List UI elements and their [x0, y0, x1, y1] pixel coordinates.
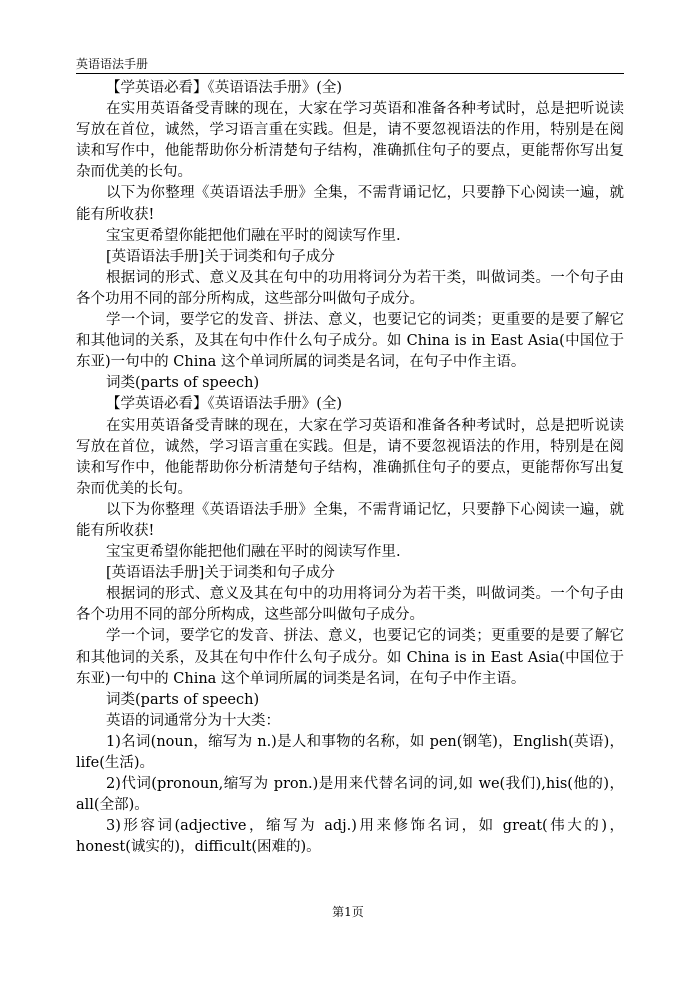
page-number: 第1页 — [332, 905, 364, 919]
paragraph: 宝宝更希望你能把他们融在平时的阅读写作里. — [106, 544, 401, 561]
list-item: 3)形容词(adjective，缩写为 adj.)用来修饰名词，如 great(伟大的)，honest(诚实的)，difficult(困难的)。 — [76, 818, 624, 856]
page-footer — [0, 905, 696, 919]
paragraph: 根据词的形式、意义及其在句中的功用将词分为若干类，叫做词类。一个句子由各个功用不同的部分所构成，这些部分叫做句子成分。 — [76, 269, 624, 307]
paragraph: 在实用英语备受青睐的现在，大家在学习英语和准备各种考试时，总是把听说读写放在首位，诚然，学习语言重在实践。但是，请不要忽视语法的作用，特别是在阅读和写作中，他能帮助你分析清楚句子结构，准确抓住句子的要点，更能帮你写出复杂而优美的长句。 — [76, 417, 624, 497]
paragraph: 学一个词，要学它的发音、拼法、意义，也要记它的词类；更重要的是要了解它和其他词的关系，及其在句中作什么句子成分。如 China is in East Asia(中国位于东亚)一句中的 China 这个单词所属的词类是名词，在句子中作主语。 — [76, 628, 624, 687]
paragraph: 宝宝更希望你能把他们融在平时的阅读写作里. — [106, 227, 401, 244]
header-title: 英语语法手册 — [76, 57, 149, 71]
section-heading: [英语语法手册]关于词类和句子成分 — [106, 565, 335, 582]
document-body — [76, 78, 624, 858]
heading-title: 【学英语必看】《英语语法手册》(全) — [106, 396, 343, 413]
heading-title: 【学英语必看】《英语语法手册》(全) — [106, 80, 343, 96]
section-heading: 词类(parts of speech) — [106, 691, 260, 708]
paragraph: 在实用英语备受青睐的现在，大家在学习英语和准备各种考试时，总是把听说读写放在首位，诚然，学习语言重在实践。但是，请不要忽视语法的作用，特别是在阅读和写作中，他能帮助你分析清楚句子结构，准确抓住句子的要点，更能帮你写出复杂而优美的长句。 — [76, 101, 624, 181]
paragraph: 以下为你整理《英语语法手册》全集，不需背诵记忆，只要静下心阅读一遍，就能有所收获! — [76, 501, 624, 539]
list-item: 2)代词(pronoun,缩写为 pron.)是用来代替名词的词,如 we(我们),his(他的)，all(全部)。 — [76, 776, 624, 814]
list-item: 1)名词(noun，缩写为 n.)是人和事物的名称，如 pen(钢笔)，English(英语)，life(生活)。 — [76, 733, 624, 771]
section-heading: 词类(parts of speech) — [106, 375, 260, 392]
page-header — [76, 57, 624, 74]
paragraph: 以下为你整理《英语语法手册》全集，不需背诵记忆，只要静下心阅读一遍，就能有所收获! — [76, 185, 624, 223]
section-heading: [英语语法手册]关于词类和句子成分 — [106, 248, 335, 265]
paragraph: 英语的词通常分为十大类： — [106, 712, 280, 729]
paragraph: 根据词的形式、意义及其在句中的功用将词分为若干类，叫做词类。一个句子由各个功用不同的部分所构成，这些部分叫做句子成分。 — [76, 586, 624, 624]
paragraph: 学一个词，要学它的发音、拼法、意义，也要记它的词类；更重要的是要了解它和其他词的关系，及其在句中作什么句子成分。如 China is in East Asia(中国位于东亚)一句中的 China 这个单词所属的词类是名词，在句子中作主语。 — [76, 312, 624, 371]
